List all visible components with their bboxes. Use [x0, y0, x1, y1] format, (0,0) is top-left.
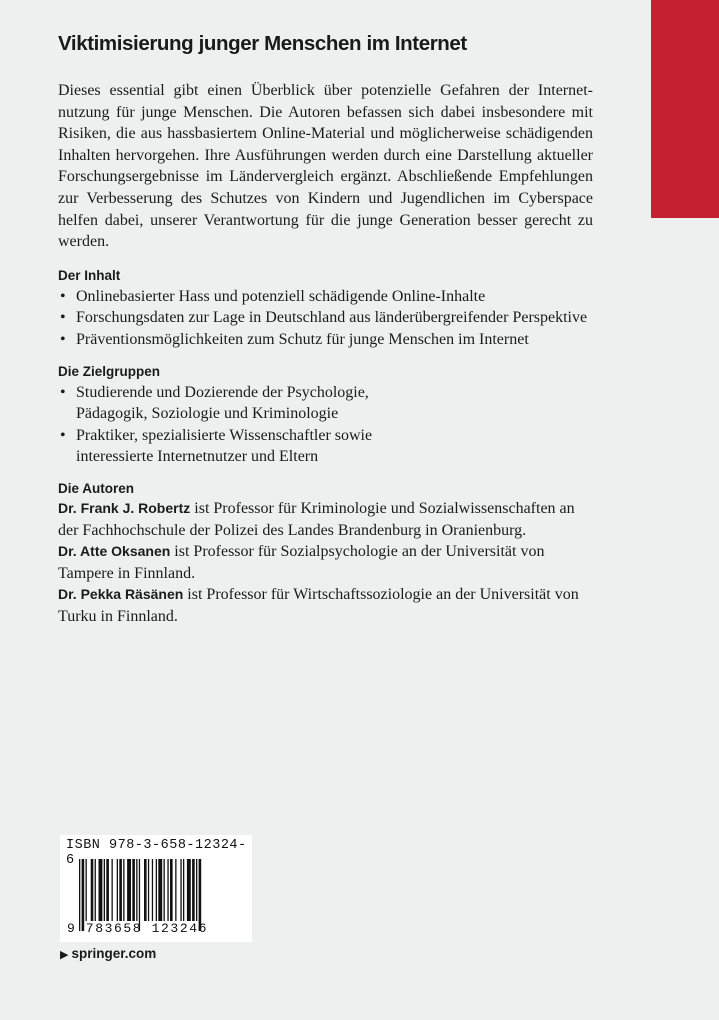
- barcode-bar: [170, 859, 173, 921]
- barcode-bar: [91, 859, 94, 921]
- barcode-bar: [183, 859, 184, 921]
- list-item: • Onlinebasierter Hass und potenziell schädigende Online-Inhalte: [58, 286, 593, 308]
- barcode-bar: [119, 859, 122, 921]
- zielgruppen-list: [58, 382, 593, 468]
- barcode-bar: [106, 859, 109, 921]
- barcode-bar: [187, 859, 191, 921]
- list-item: [58, 382, 593, 425]
- barcode-bar: [117, 859, 118, 921]
- author-bio: [58, 584, 593, 627]
- publisher-link[interactable]: [60, 946, 156, 961]
- barcode-bar: [112, 859, 113, 921]
- author-name: Dr. Frank J. Robertz: [58, 499, 191, 516]
- author-bio-text: ist Professor für Sozialpsychologie an der Universität von Tampere in Finnland.: [58, 543, 545, 582]
- barcode-bar: [196, 859, 197, 921]
- back-cover-content: [58, 80, 593, 627]
- list-item: [58, 425, 593, 468]
- barcode-bar: [136, 859, 137, 921]
- barcode-bar: [164, 859, 165, 921]
- author-bio-text: ist Professor für Kriminologie und Sozialwissenschaften an der Fachhochschule der Polizei des Landes Brandenburg in Oranienburg.: [58, 499, 575, 539]
- section-heading-autoren: Die Autoren: [58, 480, 135, 496]
- section-heading-zielgruppen: Die Zielgruppen: [58, 363, 161, 379]
- barcode-bar: [180, 859, 181, 921]
- author-bio: [58, 498, 593, 541]
- inhalt-list: [58, 286, 593, 351]
- barcode-bar: [123, 859, 124, 921]
- list-item-line: Studierende und Dozierende der Psychologie, Pädagogik, Soziologie und Kriminologie: [76, 383, 369, 423]
- barcode-bar: [95, 859, 96, 921]
- barcode-digits: 9 783658 123246: [67, 921, 209, 936]
- list-item: • Forschungsdaten zur Lage in Deutschland aus länderübergreifender Perspektive: [58, 307, 593, 329]
- barcode-bar: [175, 859, 176, 921]
- barcode-bar: [144, 859, 147, 921]
- isbn-barcode: [60, 835, 252, 942]
- barcode-bar: [152, 859, 153, 921]
- blurb-paragraph: Dieses essential gibt einen Überblick über potenzielle Gefahren der Internetnutzung für junge Menschen. Die Autoren befassen sich dabei insbesondere mit Risiken, die aus hassbasiertem Online-Material und möglicherweise schädigenden Inhalten hervorgehen. Ihre Ausführungen werden durch eine Darstellung aktueller Forschungsergebnisse im Ländervergleich ergänzt. Abschließende Empfehlungen zur Verbesserung des Schutzes von Kindern und Jugendlichen im Cyberspace helfen dabei, unserer Verantwortung für die junge Generation besser gerecht zu werden.: [58, 82, 593, 251]
- barcode-bar: [192, 859, 195, 921]
- barcode-bar: [104, 859, 105, 921]
- arrow-right-icon: ▶: [60, 949, 69, 961]
- barcode-bar: [156, 859, 157, 921]
- barcode-bar: [132, 859, 135, 921]
- red-accent-tab: [651, 0, 719, 218]
- author-name: Dr. Atte Oksanen: [58, 543, 171, 560]
- list-item: • Präventionsmöglichkeiten zum Schutz für junge Menschen im Internet: [58, 329, 593, 351]
- author-name: Dr. Pekka Räsänen: [58, 586, 184, 603]
- barcode-bar: [99, 859, 103, 921]
- isbn-label: ISBN 978-3-658-12324-6: [66, 838, 247, 868]
- barcode-bar: [148, 859, 149, 921]
- publisher-url: springer.com: [71, 946, 157, 961]
- list-item-line: Praktiker, spezialisierte Wissenschaftler sowie interessierte Internetnutzer und Eltern: [76, 426, 373, 466]
- barcode-bar: [158, 859, 162, 921]
- barcode-bar: [86, 859, 87, 921]
- barcode-bar: [167, 859, 168, 921]
- author-bio-text: ist Professor für Wirtschaftssoziologie an der Universität von Turku in Finnland.: [58, 586, 579, 625]
- book-title: Viktimisierung junger Menschen im Internet: [58, 32, 467, 55]
- section-heading-inhalt: Der Inhalt: [58, 267, 121, 283]
- barcode-bar: [127, 859, 131, 921]
- author-bio: [58, 541, 593, 584]
